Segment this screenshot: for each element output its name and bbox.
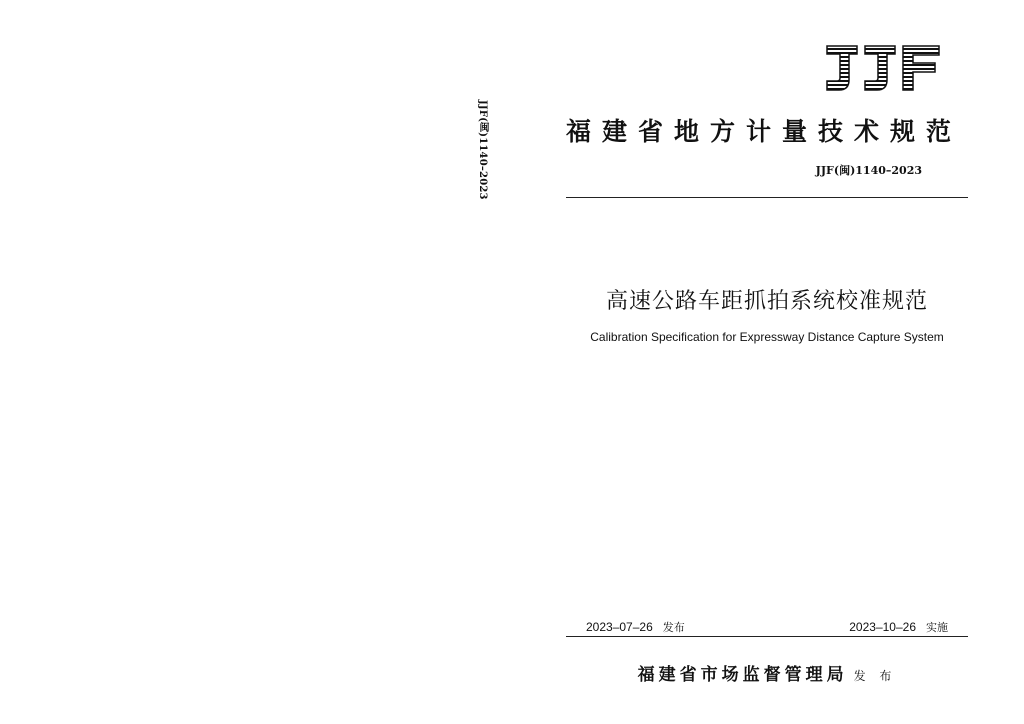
publisher-action: 发 布 [853, 669, 897, 683]
publisher-org: 福建省市场监督管理局 [637, 665, 848, 685]
release-date-block [586, 619, 685, 635]
document-title-zh: 高速公路车距抓拍系统校准规范 [605, 289, 928, 314]
standard-type-title: 福建省地方计量技术规范 [566, 117, 963, 146]
top-divider [566, 197, 968, 198]
document-title-en: Calibration Specification for Expressway Distance Capture System [590, 330, 944, 344]
spine-code: JJF(闽)1140–2023 [477, 100, 488, 200]
standard-code: JJF(闽)1140–2023 [815, 164, 922, 177]
bottom-divider [566, 636, 968, 637]
release-date: 2023–07–26 [586, 620, 653, 634]
implement-date-block [849, 619, 948, 635]
release-label: 发布 [662, 621, 685, 634]
jjf-logo [823, 44, 943, 92]
implement-date: 2023–10–26 [849, 620, 916, 634]
publisher-block [566, 660, 968, 685]
implement-label: 实施 [926, 621, 948, 634]
jjf-logo-graphic [823, 44, 943, 92]
